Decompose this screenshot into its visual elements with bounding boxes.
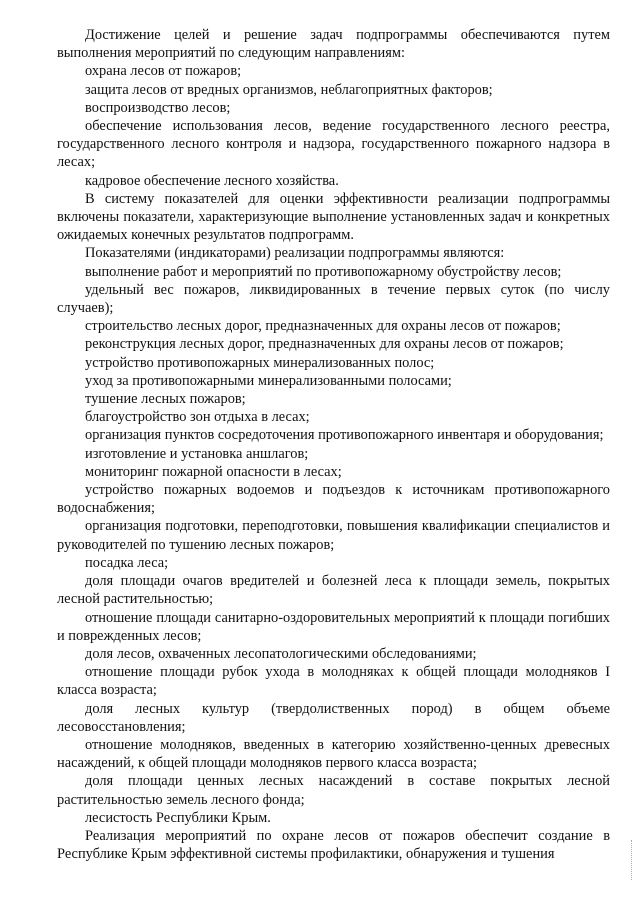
paragraph: отношение молодняков, введенных в категорию хозяйственно-ценных древесных насаждений, к общей площади молодняков первого класса возраста; [57,736,610,772]
paragraph: доля лесов, охваченных лесопатологическими обследованиями; [85,645,477,662]
paragraph: устройство пожарных водоемов и подъездов к источникам противопожарного водоснабжения; [57,482,610,517]
paragraph: охрана лесов от пожаров; [85,63,242,80]
paragraph: посадка леса; [85,554,169,571]
paragraph: благоустройство зон отдыха в лесах; [85,409,310,426]
paragraph: Показателями (индикаторами) реализации подпрограммы являются: [85,245,505,262]
paragraph: отношение площади рубок ухода в молодняках к общей площади молодняков I класса возраста; [57,664,610,699]
paragraph: организация пунктов сосредоточения противопожарного инвентаря и оборудования; [85,427,604,444]
paragraph: строительство лесных дорог, предназначенных для охраны лесов от пожаров; [85,318,561,335]
paragraph: уход за противопожарными минерализованными полосами; [85,372,452,389]
paragraph: мониторинг пожарной опасности в лесах; [85,463,342,480]
paragraph: Реализация мероприятий по охране лесов от пожаров обеспечит создание в Республике Крым эффективной системы профилактики, обнаружения и тушения [57,827,610,863]
paragraph: защита лесов от вредных организмов, неблагоприятных факторов; [85,81,493,98]
paragraph: удельный вес пожаров, ликвидированных в течение первых суток (по числу случаев); [57,281,610,317]
paragraph: лесистость Республики Крым. [85,809,271,826]
paragraph: тушение лесных пожаров; [85,391,246,408]
paragraph: доля лесных культур (твердолиственных пород) в общем объеме лесовосстановления; [57,700,610,735]
paragraph: В систему показателей для оценки эффективности реализации подпрограммы включены показатели, характеризующие выполнение установленных задач и конкретных ожидаемых конечных результатов подпрограмм. [57,190,610,244]
paragraph: Достижение целей и решение задач подпрограммы обеспечиваются путем выполнения мероприятий по следующим направлениям: [57,27,610,62]
paragraph: изготовление и установка аншлагов; [85,445,309,462]
scan-edge-marks [631,840,636,880]
paragraph: выполнение работ и мероприятий по противопожарному обустройству лесов; [85,263,562,280]
paragraph: доля площади очагов вредителей и болезней леса к площади земель, покрытых лесной растительностью; [57,573,610,608]
paragraph: воспроизводство лесов; [85,99,231,116]
paragraph: реконструкция лесных дорог, предназначенных для охраны лесов от пожаров; [85,336,564,353]
paragraph: отношение площади санитарно-оздоровительных мероприятий к площади погибших и поврежденных лесов; [57,609,610,644]
paragraph: обеспечение использования лесов, ведение государственного лесного реестра, государственного лесного контроля и надзора, государственного пожарного надзора в лесах; [57,118,610,171]
paragraph: организация подготовки, переподготовки, повышения квалификации специалистов и руководителей по тушению лесных пожаров; [57,518,610,553]
paragraph: устройство противопожарных минерализованных полос; [85,354,435,371]
paragraph: кадровое обеспечение лесного хозяйства. [85,172,339,189]
paragraph: доля площади ценных лесных насаждений в составе покрытых лесной растительностью земель лесного фонда; [57,773,610,808]
